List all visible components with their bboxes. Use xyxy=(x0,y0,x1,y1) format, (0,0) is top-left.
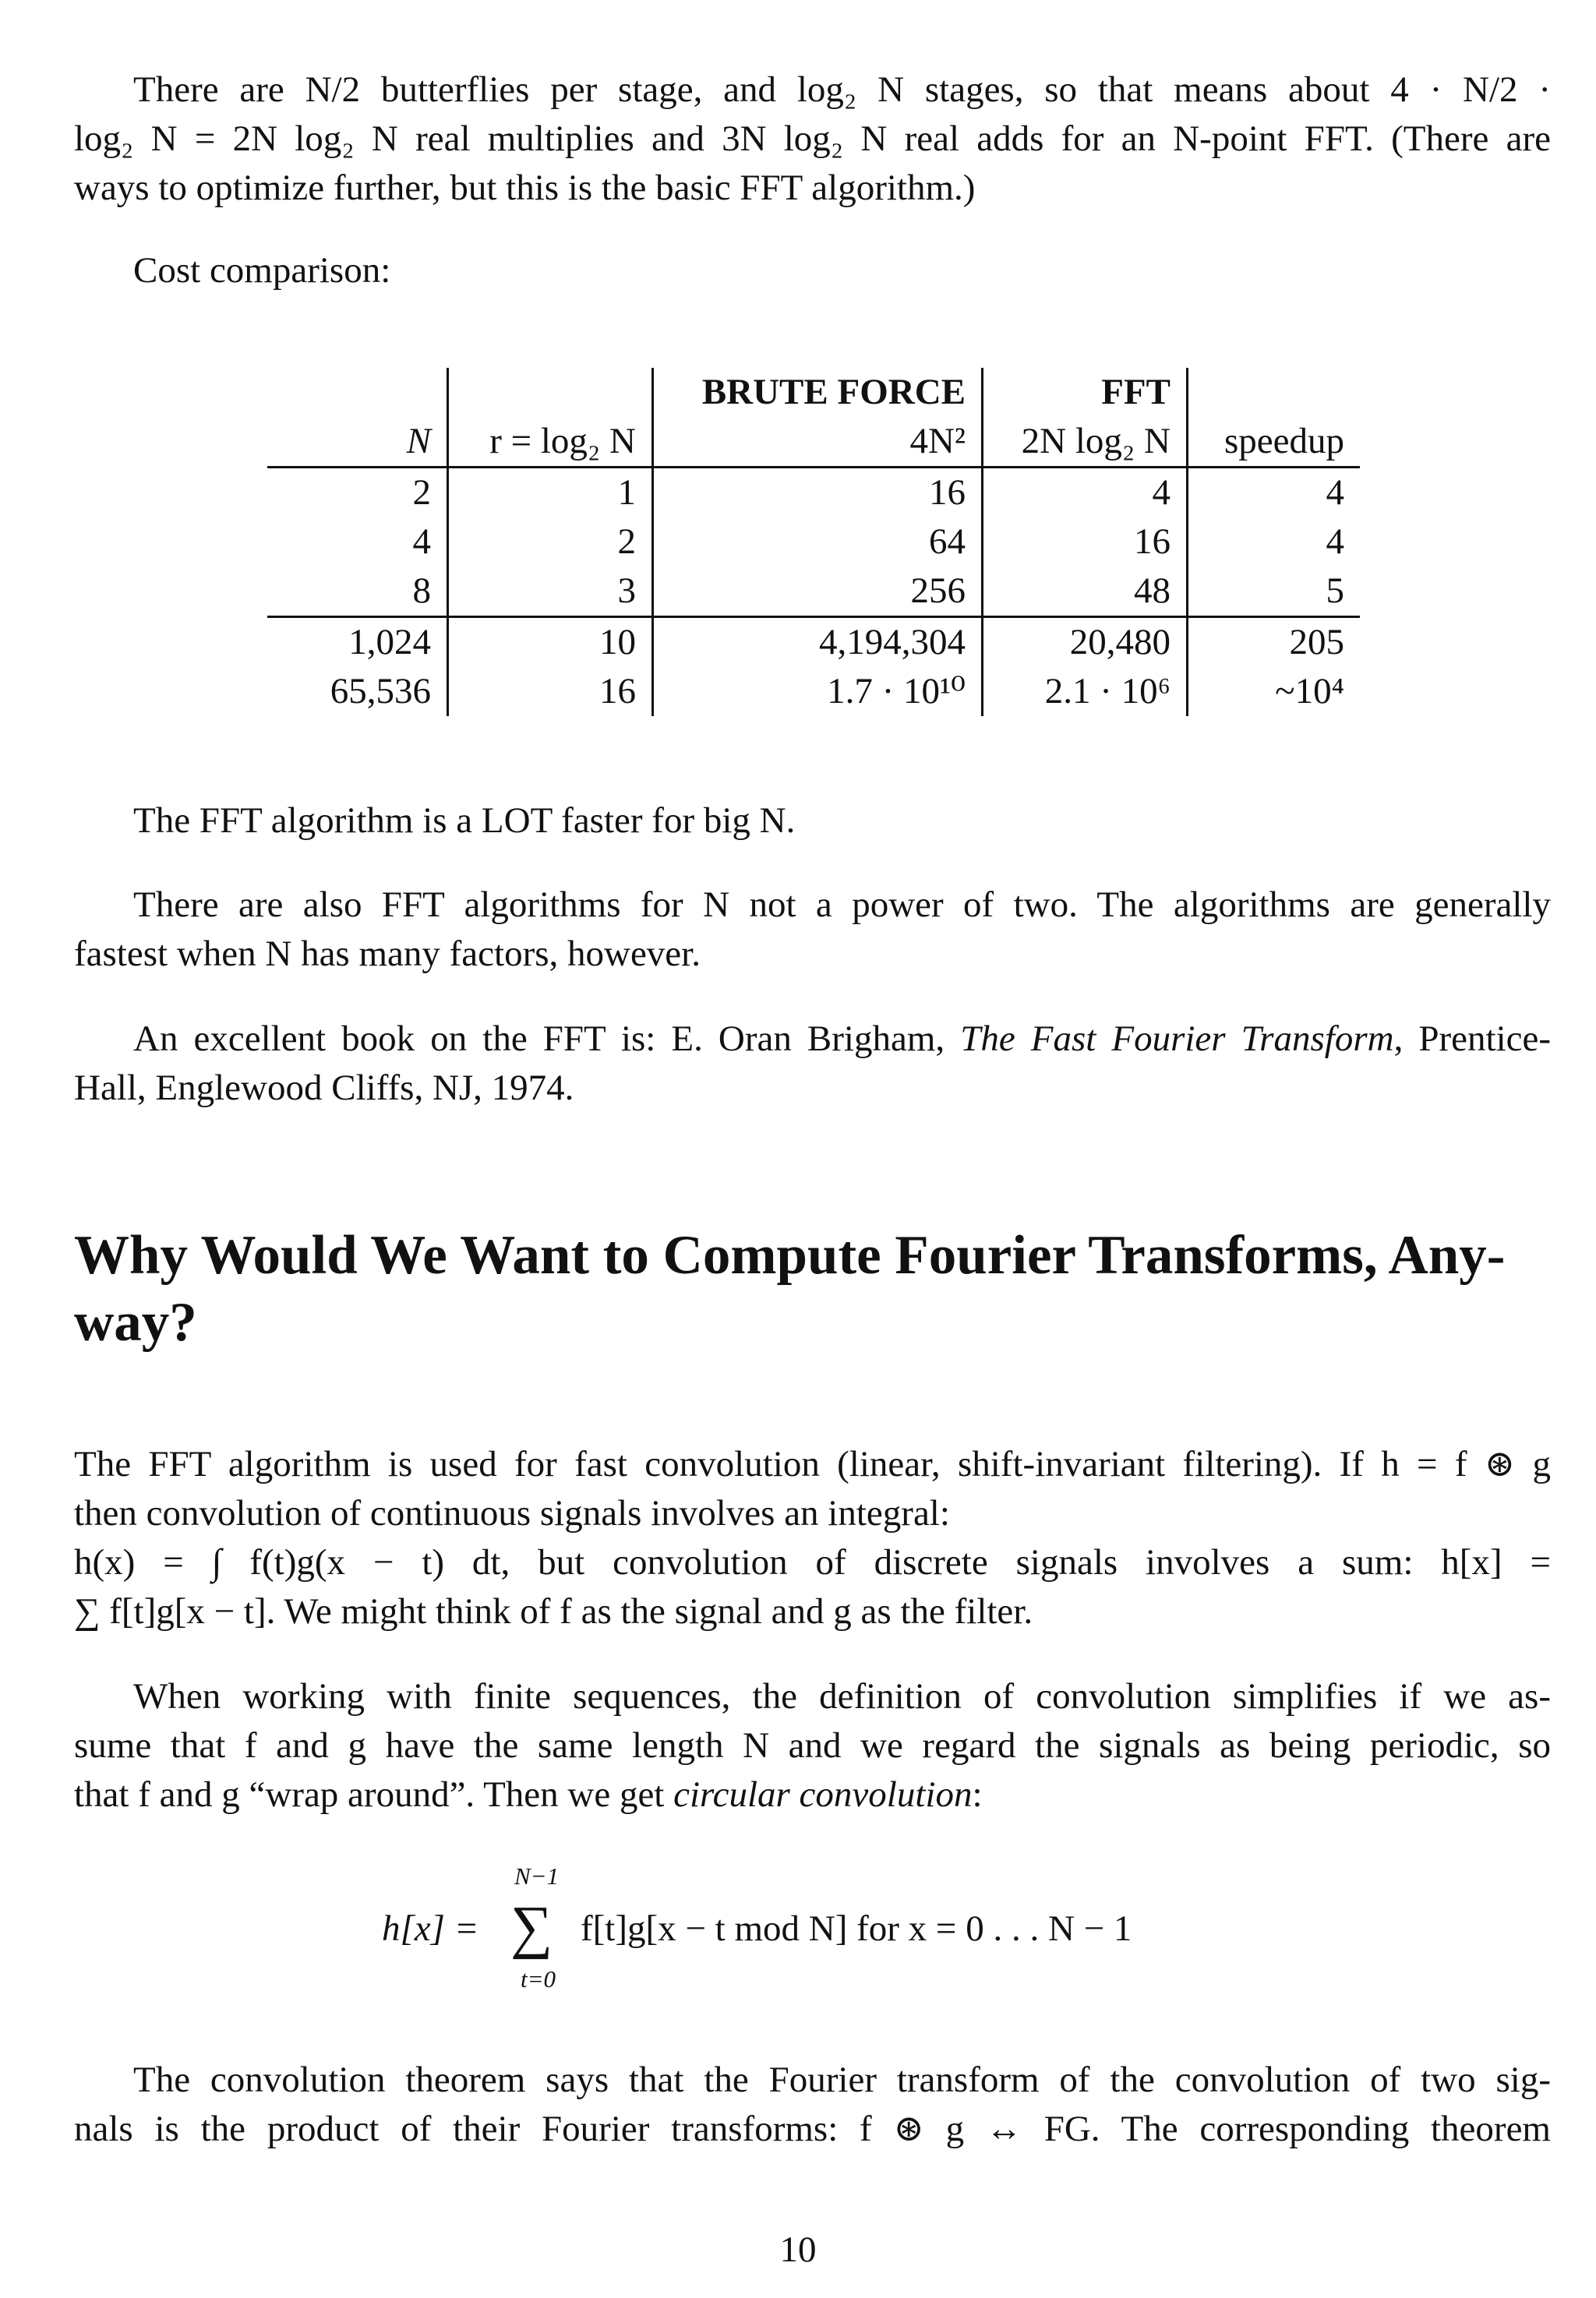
table-cell: 16 xyxy=(448,667,653,716)
table-header-cell xyxy=(1188,368,1361,417)
text-line: ∑ f[t]g[x − t]. We might think of f as the signal and g as the filter. xyxy=(74,1591,1033,1632)
table-cell: 205 xyxy=(1188,617,1361,668)
circular-convolution-equation xyxy=(382,1862,1317,2003)
text-line: The convolution theorem says that the Fourier transform of the convolution of two sig- xyxy=(133,2060,1551,2100)
table-cell: 5 xyxy=(1326,570,1344,611)
table-header-cell xyxy=(448,368,653,417)
table-cell: 10 xyxy=(448,617,653,668)
table-row xyxy=(267,468,1360,518)
reference-text: An excellent book on the FFT is: E. Oran Brigham, xyxy=(133,1018,961,1059)
text-line xyxy=(74,1770,1551,1820)
paragraph-circular-convolution xyxy=(74,1672,1551,1820)
text-line: sume that f and g have the same length N and we regard the signals as being periodic, so xyxy=(74,1725,1551,1766)
sum-lower-limit: t=0 xyxy=(521,1965,556,1993)
heading-line: way? xyxy=(74,1292,197,1353)
cost-comparison-label xyxy=(74,246,1551,295)
text-line: h(x) = ∫ f(t)g(x − t) dt, but convolution of discrete signals involves a sum: h[x] = xyxy=(74,1542,1551,1583)
table-cell: 4 xyxy=(267,517,448,567)
table-cell: 2 xyxy=(267,468,448,518)
page-number: 10 xyxy=(779,2229,817,2270)
paragraph-book-reference xyxy=(74,1015,1551,1113)
paragraph-faster xyxy=(74,796,1551,845)
table-cell: 65,536 xyxy=(267,667,448,716)
text-line: then convolution of continuous signals involves an integral: xyxy=(74,1493,950,1534)
table-cell: 20,480 xyxy=(983,617,1188,668)
text-line: Cost comparison: xyxy=(133,250,391,291)
text-line: log₂ N = 2N log₂ N real multiplies and 3N log₂ N real adds for an N-point FFT. (There are xyxy=(74,118,1551,159)
table-cell: 3 xyxy=(448,567,653,617)
paragraph-non-power-of-two xyxy=(74,881,1551,979)
table-cell: 4 xyxy=(1188,468,1361,518)
paragraph-convolution-theorem xyxy=(74,2056,1551,2154)
table-row xyxy=(267,617,1360,668)
table-cell: 2 xyxy=(448,517,653,567)
text-line: The FFT algorithm is used for fast convolution (linear, shift-invariant filtering). If h = f ⊛ g xyxy=(74,1444,1551,1484)
reference-text: , Prentice- xyxy=(1393,1018,1552,1059)
table-cell: 48 xyxy=(983,567,1188,617)
paragraph-fft-cost xyxy=(74,65,1551,213)
emphasis-term: circular convolution xyxy=(673,1774,973,1815)
table-cell: ~10⁴ xyxy=(1275,671,1344,711)
table-header-cell: speedup xyxy=(1223,421,1344,461)
table-header-cell: 2N log₂ N xyxy=(983,417,1188,468)
heading-line: Why Would We Want to Compute Fourier Transforms, Any- xyxy=(74,1225,1506,1286)
cost-comparison-table xyxy=(267,368,1360,716)
table-header-cell: 4N² xyxy=(653,417,983,468)
text-line: Hall, Englewood Cliffs, NJ, 1974. xyxy=(74,1068,574,1108)
text-line: When working with finite sequences, the definition of convolution simplifies if we as- xyxy=(133,1676,1551,1717)
text-line: fastest when N has many factors, however. xyxy=(74,934,701,974)
table-row xyxy=(267,667,1360,716)
table-cell: 16 xyxy=(653,468,983,518)
table-cell: 4 xyxy=(983,468,1188,518)
text-line: nals is the product of their Fourier transforms: f ⊛ g ↔ FG. The corresponding theorem xyxy=(74,2109,1551,2149)
table-row xyxy=(267,567,1360,617)
text-span: that f and g “wrap around”. Then we get xyxy=(74,1774,674,1815)
table-cell: 16 xyxy=(983,517,1188,567)
text-line xyxy=(74,1015,1551,1064)
table-header-cell xyxy=(267,368,448,417)
table-cell: 2.1 · 10⁶ xyxy=(983,667,1188,716)
text-line: There are also FFT algorithms for N not a power of two. The algorithms are generally xyxy=(133,884,1551,925)
book-title: The Fast Fourier Transform xyxy=(960,1018,1394,1059)
table-cell: 1.7 · 10¹⁰ xyxy=(653,667,983,716)
equation-lhs: h[x] = xyxy=(382,1908,479,1949)
table-header-row xyxy=(267,417,1360,468)
table-header-cell: FFT xyxy=(983,368,1188,417)
table-header-cell: BRUTE FORCE xyxy=(653,368,983,417)
paragraph-convolution xyxy=(74,1440,1551,1636)
table-cell: 256 xyxy=(653,567,983,617)
table-header-cell: N xyxy=(267,417,448,468)
table-row xyxy=(267,517,1360,567)
table-cell: 1,024 xyxy=(267,617,448,668)
text-span: : xyxy=(972,1774,983,1815)
table-cell: 64 xyxy=(653,517,983,567)
table-cell: 4,194,304 xyxy=(653,617,983,668)
sum-upper-limit: N−1 xyxy=(514,1862,560,1890)
section-heading xyxy=(74,1222,1555,1356)
table-cell: 4 xyxy=(1326,521,1344,562)
text-line: The FFT algorithm is a LOT faster for big N. xyxy=(133,800,796,841)
table-group-header-row xyxy=(267,368,1360,417)
sum-symbol: ∑ xyxy=(510,1894,553,1960)
text-line: There are N/2 butterflies per stage, and log₂ N stages, so that means about 4 · N/2 · xyxy=(133,69,1551,110)
table-cell: 1 xyxy=(448,468,653,518)
table-cell: 8 xyxy=(267,567,448,617)
text-line: ways to optimize further, but this is the basic FFT algorithm.) xyxy=(74,168,976,208)
equation-body: f[t]g[x − t mod N] for x = 0 . . . N − 1 xyxy=(581,1908,1132,1949)
table-header-cell: r = log₂ N xyxy=(448,417,653,468)
